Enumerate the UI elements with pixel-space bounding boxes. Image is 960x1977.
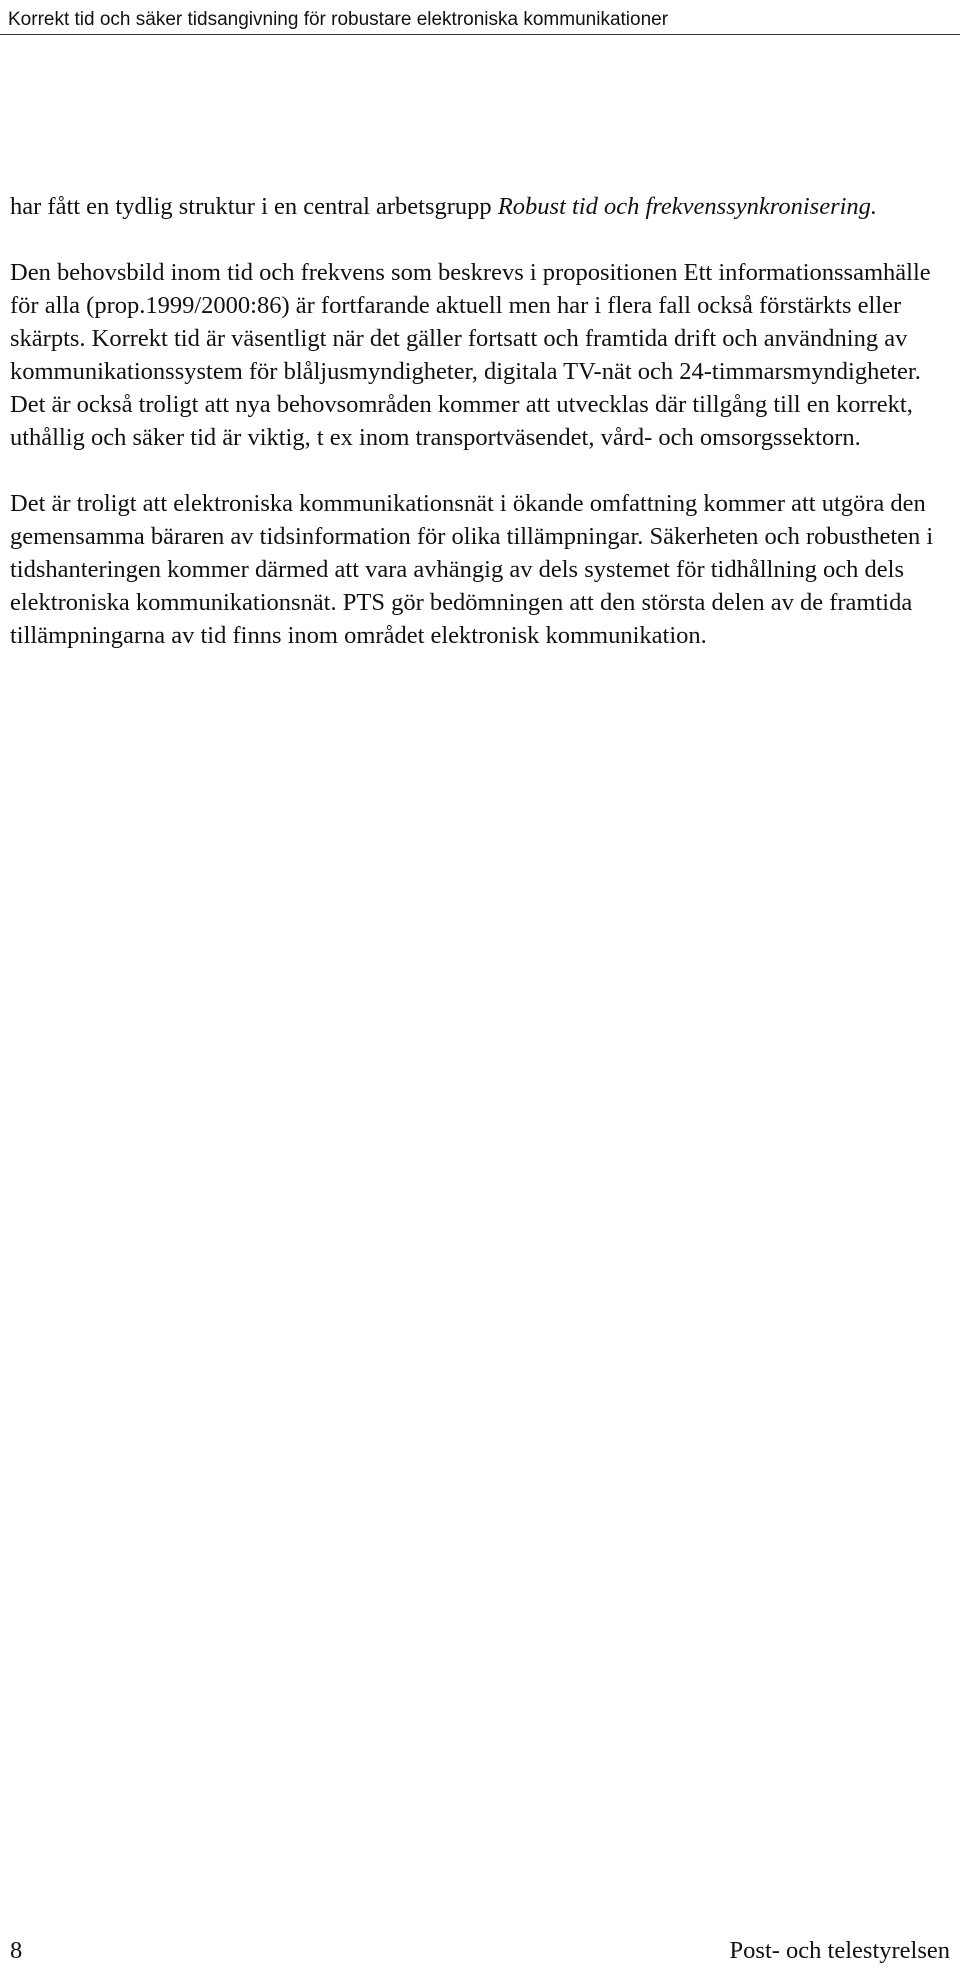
paragraph-2: Den behovsbild inom tid och frekvens som beskrevs i propositionen Ett informationssamhälle för alla (prop.1999/2000:86) är fortfarande aktuell men har i flera fall också förstärkts eller skärpts. Korrekt tid är väsentligt när det gäller fortsatt och framtida drift och användning av kommunikationssystem för blåljusmyndigheter, digitala TV-nät och 24-timmarsmyndigheter. Det är också troligt att nya behovsområden kommer att utvecklas där tillgång till en korrekt, uthållig och säker tid är viktig, t ex inom transportväsendet, vård- och omsorgssektorn. <box>10 259 931 451</box>
paragraph-3: Det är troligt att elektroniska kommunikationsnät i ökande omfattning kommer att utgöra den gemensamma bäraren av tidsinformation för olika tillämpningar. Säkerheten och robustheten i tidshanteringen kommer därmed att vara avhängig av dels systemet för tidhållning och dels elektroniska kommunikationsnät. PTS gör bedömningen att den största delen av de framtida tillämpningarna av tid finns inom området elektronisk kommunikation. <box>10 490 934 649</box>
paragraph-1-text: har fått en tydlig struktur i en central arbetsgrupp <box>10 193 498 220</box>
running-header <box>8 6 960 34</box>
publisher-name: Post- och telestyrelsen <box>729 1937 950 1964</box>
main-content <box>10 190 950 685</box>
header-title: Korrekt tid och säker tidsangivning för robustare elektroniska kommunikationer <box>8 9 669 30</box>
paragraph-1-italic-term: Robust tid och frekvenssynkronisering. <box>497 193 878 220</box>
page-number: 8 <box>10 1937 23 1964</box>
header-divider <box>0 34 960 35</box>
paragraph-1 <box>10 190 950 223</box>
